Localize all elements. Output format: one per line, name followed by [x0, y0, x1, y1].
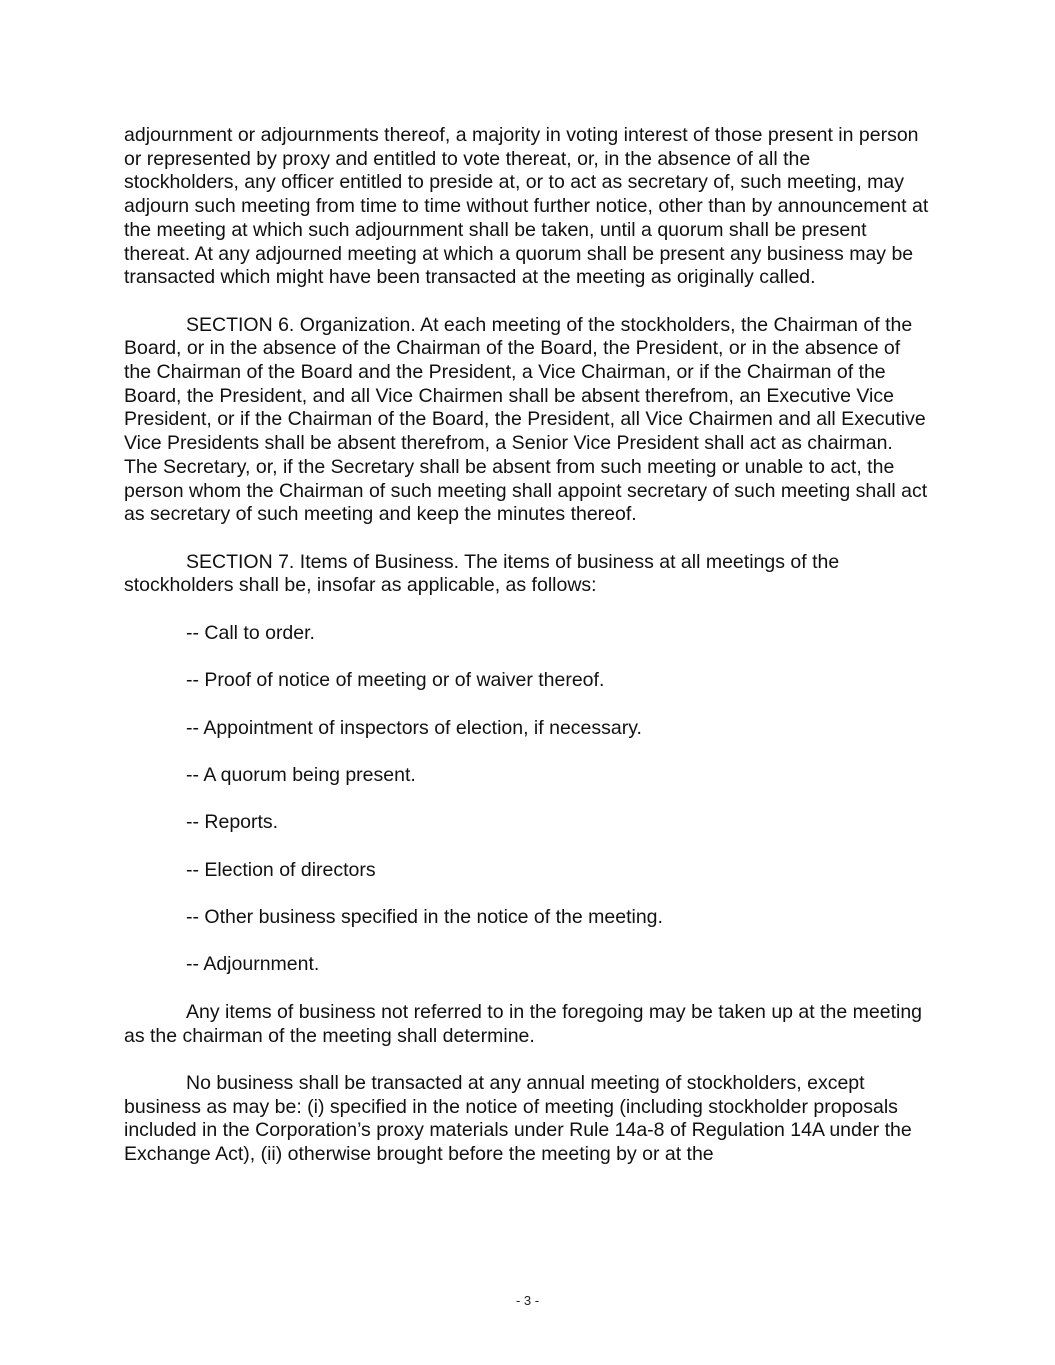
paragraph-no-business-transacted: No business shall be transacted at any annual meeting of stockholders, except business as may be: (i) specified in the notice of meeting (including stockholder proposals included in the Corporation’s proxy materials under Rule 14a-8 of Regulation 14A under the Exchange Act), (ii) otherwise brought before the meeting by or at the [124, 1071, 912, 1166]
list-item: -- Appointment of inspectors of election, if necessary. [186, 716, 642, 739]
list-item: -- Reports. [186, 811, 279, 834]
paragraph-adjournment-continuation: adjournment or adjournments thereof, a majority in voting interest of those present in person or represented by proxy and entitled to vote thereat, or, in the absence of all the stockholders, any officer entitled to preside at, or to act as secretary of, such meeting, may adjourn such meeting from time to time without further notice, other than by announcement at the meeting at which such adjournment shall be taken, until a quorum shall be present thereat. At any adjourned meeting at which a quorum shall be present any business may be transacted which might have been transacted at the meeting as originally called. [124, 124, 929, 289]
list-item: -- A quorum being present. [186, 763, 416, 786]
page-number: - 3 - [515, 1293, 540, 1308]
list-item: -- Proof of notice of meeting or of waiver thereof. [186, 669, 605, 692]
list-item: -- Call to order. [186, 621, 315, 644]
items-of-business-list [124, 622, 930, 977]
paragraph-other-items: Any items of business not referred to in the foregoing may be taken up at the meeting as the chairman of the meeting shall determine. [124, 1000, 923, 1047]
paragraph-section-7-items-of-business: SECTION 7. Items of Business. The items of business at all meetings of the stockholders shall be, insofar as applicable, as follows: [124, 550, 840, 597]
paragraph-section-6-organization: SECTION 6. Organization. At each meeting of the stockholders, the Chairman of the Board, or in the absence of the Chairman of the Board, the President, or in the absence of the Chairman of the Board and the President, a Vice Chairman, or if the Chairman of the Board, the President, and all Vice Chairmen shall be absent therefrom, an Executive Vice President, or if the Chairman of the Board, the President, all Vice Chairmen and all Executive Vice Presidents shall be absent therefrom, a Senior Vice President shall act as chairman. The Secretary, or, if the Secretary shall be absent from such meeting or unable to act, the person whom the Chairman of such meeting shall appoint secretary of such meeting shall act as secretary of such meeting and keep the minutes thereof. [124, 313, 928, 526]
document-page [124, 124, 930, 1167]
list-item: -- Adjournment. [186, 953, 320, 976]
list-item: -- Other business specified in the notice of the meeting. [186, 906, 663, 929]
list-item: -- Election of directors [186, 858, 376, 881]
